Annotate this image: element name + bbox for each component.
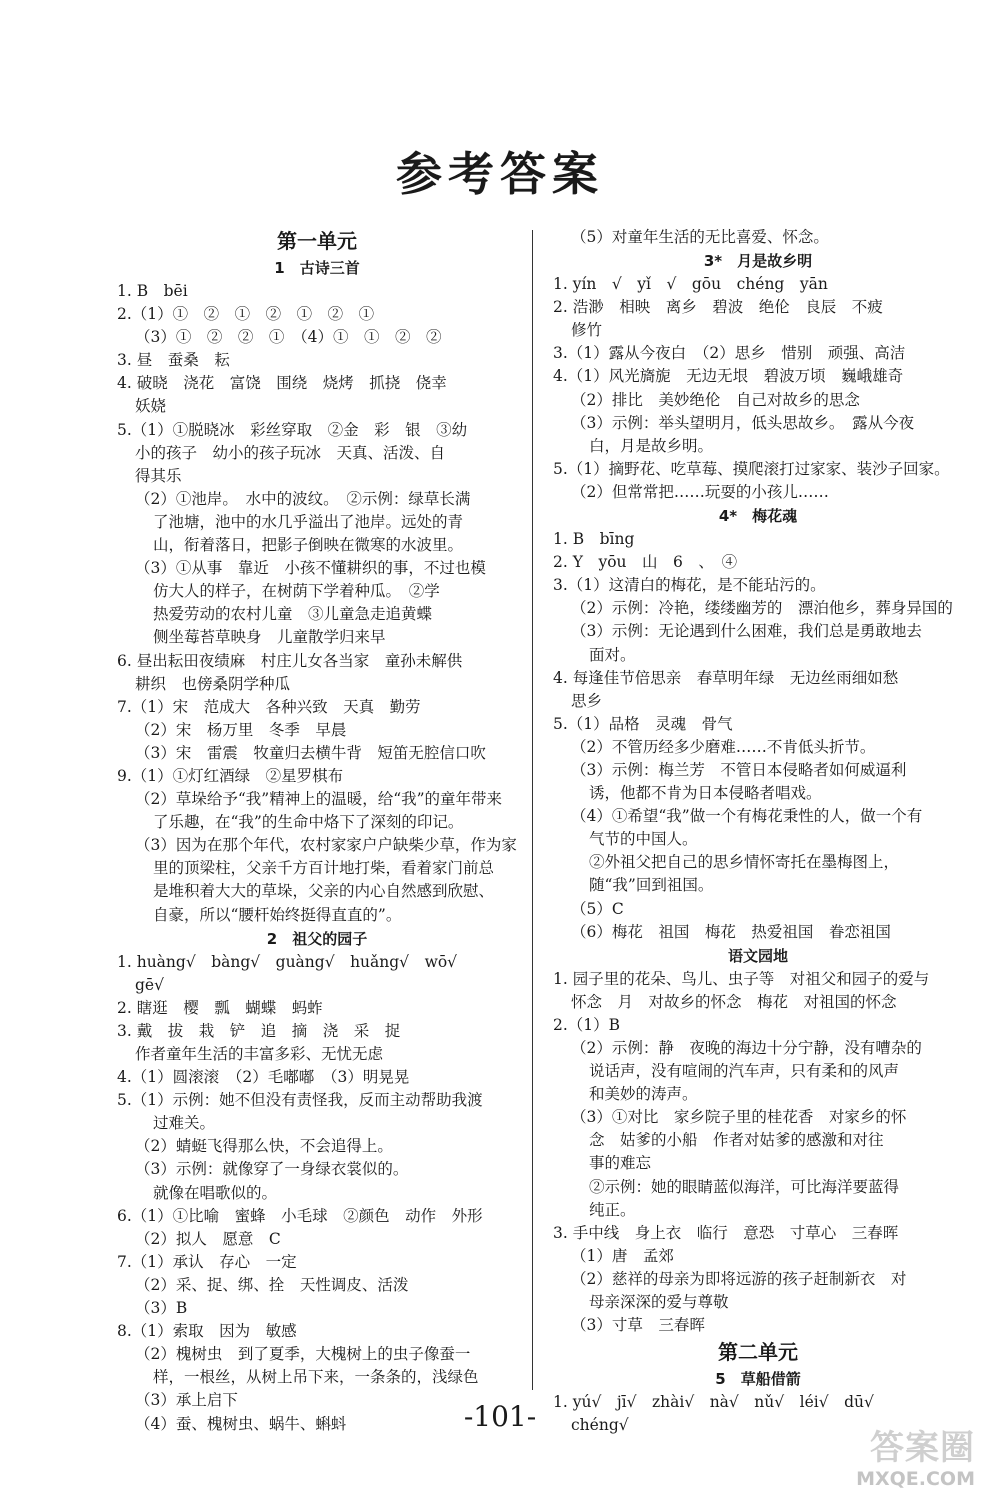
answer-line: 6.（1）①比喻 蜜蜂 小毛球 ②颜色 动作 外形	[117, 1206, 483, 1225]
answer-line: 4. 破晓 浇花 富饶 围绕 烧烤 抓挠 侥幸	[117, 374, 447, 393]
answer-continuation: 热爱劳动的农村儿童 ③儿童急走追黄蝶	[153, 605, 433, 624]
answer-subline: （3）示例：无论遇到什么困难，我们总是勇敢地去	[571, 622, 922, 641]
answer-line: 1. B bēi	[117, 282, 188, 300]
answer-continuation: 了乐趣，在“我”的生命中烙下了深刻的印记。	[153, 813, 464, 832]
answer-subline: （3）①从事 靠近 小孩不懂耕织的事，不过也模	[135, 559, 486, 578]
answer-subline: （3）因为在那个年代，农村家家户户缺柴少草，作为家	[135, 836, 517, 855]
watermark	[835, 1420, 975, 1490]
answer-subline: （6）梅花 祖国 梅花 热爱祖国 眷恋祖国	[571, 922, 891, 941]
answer-subline: （3）示例：举头望明月，低头思故乡。 露从今夜	[571, 413, 915, 432]
answer-subline: （2）拟人 愿意 C	[135, 1229, 281, 1248]
answer-subline: 小的孩子 幼小的孩子玩冰 天真、活泼、自	[135, 443, 446, 462]
answer-subline: （2）宋 杨万里 冬季 早晨	[135, 720, 347, 739]
answer-continuation: 念 姑爹的小船 作者对姑爹的感激和对往	[589, 1131, 884, 1150]
answer-line: 2. 瞎逛 樱 瓢 蝴蝶 蚂蚱	[117, 998, 323, 1017]
right-column	[553, 226, 963, 1437]
answer-continuation: ②示例：她的眼睛蓝似海洋，可比海洋要蓝得	[589, 1177, 900, 1196]
answer-subline: （2）采、捉、绑、拴 天性调皮、活泼	[135, 1275, 409, 1294]
answer-line: 7.（1）宋 范成大 各种兴致 天真 勤劳	[117, 697, 421, 716]
answer-subline: 妖娆	[135, 397, 167, 416]
answer-line: 7.（1）承认 存心 一定	[117, 1252, 297, 1271]
answer-continuation: 诱，他都不肯为日本侵略者唱戏。	[589, 784, 822, 803]
answer-subline: （3）示例：就像穿了一身绿衣裳似的。	[135, 1160, 409, 1179]
answer-line: 1. yú√ jī√ zhài√ nà√ nǔ√ léi√ dū√	[553, 1393, 874, 1412]
answer-subline: （2）慈祥的母亲为即将远游的孩子赶制新衣 对	[571, 1269, 907, 1288]
answer-continuation: 纯正。	[589, 1200, 636, 1219]
answer-continuation: 山，衔着落日，把影子倒映在微寒的水波里。	[153, 536, 464, 555]
answer-subline: （4）蚕、槐树虫、蜗牛、蝌蚪	[135, 1414, 347, 1433]
answer-continuation: 是堆积着大大的草垛，父亲的内心自然感到欣慰、	[153, 882, 495, 901]
lesson-heading: 1 古诗三首	[274, 259, 360, 277]
answer-subline: （2）示例：静 夜晚的海边十分宁静，没有嘈杂的	[571, 1039, 922, 1057]
answer-subline: （3）承上启下	[135, 1391, 238, 1410]
answer-line: 4.（1）风光旖旎 无边无垠 碧波万顷 巍峨雄奇	[553, 367, 904, 386]
answer-line: 1. 园子里的花朵、鸟儿、虫子等 对祖父和园子的爱与	[553, 969, 930, 988]
lesson-heading: 4* 梅花魂	[718, 507, 798, 526]
answer-subline: （5）C	[571, 899, 624, 918]
answer-subline: gē√	[135, 975, 164, 994]
answer-line: 5.（1）示例：她不但没有责怪我，反而主动帮助我渡	[117, 1091, 483, 1110]
left-column	[117, 226, 517, 1436]
answer-subline: （2）不管历经多少磨难……不肯低头折节。	[571, 737, 876, 756]
answer-continuation: 样，一根丝，从树上吊下来，一条条的，浅绿色	[153, 1368, 479, 1387]
answer-continuation: 说话声，没有喧闹的汽车声，只有柔和的风声	[589, 1062, 900, 1081]
lesson-heading: 3* 月是故乡明	[703, 252, 813, 271]
lesson-heading: 语文园地	[727, 946, 788, 965]
answer-line: 1. B bīng	[553, 530, 635, 549]
answer-subline: （2）排比 美妙绝伦 自己对故乡的思念	[571, 390, 860, 409]
answer-subline: 作者童年生活的丰富多彩、无忧无虑	[135, 1045, 384, 1063]
answer-subline: （2）蜻蜓飞得那么快，不会追得上。	[135, 1137, 393, 1156]
answer-subline: （3）①对比 家乡院子里的桂花香 对家乡的怀	[571, 1108, 907, 1127]
answer-line: 1. huàng√ bàng√ guàng√ huǎng√ wō√	[117, 952, 458, 971]
answer-continuation: 气节的中国人。	[589, 830, 698, 849]
answer-line: 2.（1）① ② ① ② ① ② ①	[117, 305, 375, 324]
answer-line: 2. Y yōu 山 6 、 ④	[553, 553, 738, 572]
answer-continuation: 母亲深深的爱与尊敬	[589, 1293, 729, 1312]
answer-line: 5.（1）品格 灵魂 骨气	[553, 714, 733, 733]
answer-continuation: 侧坐莓苔草映身 儿童散学归来早	[153, 628, 386, 647]
page-title: 参考答案	[396, 147, 604, 201]
answer-line: 4.（1）圆滚滚 （2）毛嘟嘟 （3）明晃晃	[117, 1068, 410, 1087]
answer-subline: （5）对童年生活的无比喜爱、怀念。	[571, 228, 829, 246]
answer-continuation: 过难关。	[153, 1114, 216, 1133]
answer-continuation: 就像在唱歌似的。	[153, 1183, 278, 1202]
answer-continuation: 事的难忘	[589, 1154, 652, 1173]
answer-subline: （3）示例：梅兰芳 不管日本侵略者如何威逼利	[571, 760, 907, 779]
answer-line: 2. 浩渺 相映 离乡 碧波 绝伦 良辰 不疲	[553, 298, 883, 317]
answer-line: 5.（1）①脱晓冰 彩丝穿取 ②金 彩 银 ③幼	[117, 420, 468, 439]
answer-subline: chéng√	[571, 1416, 629, 1435]
answer-line: 2.（1）B	[553, 1015, 621, 1034]
answer-continuation: 自豪，所以“腰杆始终挺得直直的”。	[153, 905, 402, 924]
answer-line: 3.（1）这清白的梅花，是不能玷污的。	[553, 576, 826, 595]
answer-subline: 修竹	[571, 321, 603, 340]
answer-continuation: 仿大人的样子，在树荫下学着种瓜。 ②学	[153, 582, 440, 601]
answer-subline: （3）① ② ② ① （4）① ① ② ②	[135, 328, 442, 347]
answer-continuation: 里的顶梁柱，父亲千方百计地打柴，看着家门前总	[153, 859, 495, 878]
answer-continuation: 随“我”回到祖国。	[589, 876, 714, 895]
answer-subline: （2）但常常把……玩耍的小孩儿……	[571, 482, 829, 501]
answer-line: 3. 手中线 身上衣 临行 意恐 寸草心 三春晖	[553, 1223, 899, 1242]
answer-line: 8.（1）索取 因为 敏感	[117, 1322, 297, 1341]
answer-line: 3.（1）露从今夜白 （2）思乡 惜别 顽强、高洁	[553, 344, 906, 363]
answer-subline: 怀念 月 对故乡的怀念 梅花 对祖国的怀念	[571, 992, 897, 1011]
answer-continuation: 了池塘，池中的水几乎溢出了池岸。远处的青	[153, 512, 464, 531]
answer-subline: （2）草垛给予“我”精神上的温暖，给“我”的童年带来	[135, 790, 503, 809]
page-number: -101-	[463, 1400, 537, 1433]
answer-line: 6. 昼出耘田夜绩麻 村庄儿女各当家 童孙未解供	[117, 651, 463, 670]
unit-heading: 第二单元	[718, 1340, 798, 1365]
answer-line: 9.（1）①灯红酒绿 ②星罗棋布	[117, 766, 344, 785]
answer-subline: 耕织 也傍桑阴学种瓜	[135, 674, 291, 693]
answer-subline: （3）寸草 三春晖	[571, 1316, 705, 1335]
answer-subline: （2）①池岸。 水中的波纹。 ②示例：绿草长满	[135, 489, 471, 508]
answer-continuation: 白，月是故乡明。	[589, 436, 714, 455]
column-divider	[532, 230, 533, 1390]
answer-subline: 思乡	[571, 691, 603, 710]
watermark-mark: 答案圈	[870, 1428, 975, 1468]
answer-subline: （2）槐树虫 到了夏季，大槐树上的虫子像蚕一	[135, 1345, 471, 1364]
answer-subline: 得其乐	[135, 466, 182, 485]
answer-line: 3. 昼 蚕桑 耘	[117, 351, 230, 370]
answer-subline: （3）B	[135, 1299, 188, 1318]
answer-continuation: 面对。	[589, 645, 636, 664]
answer-subline: （4）①希望“我”做一个有梅花秉性的人，做一个有	[571, 807, 923, 826]
answer-line: 4. 每逢佳节倍思亲 春草明年绿 无边丝雨细如愁	[553, 668, 899, 687]
lesson-heading: 2 祖父的园子	[266, 929, 368, 948]
answer-subline: （2）示例：冷艳，缕缕幽芳的 漂泊他乡，葬身异国的	[571, 599, 953, 618]
unit-heading: 第一单元	[277, 229, 357, 253]
answer-continuation: ②外祖父把自己的思乡情怀寄托在墨梅图上，	[589, 853, 900, 872]
watermark-url: MXQE.COM	[856, 1468, 975, 1490]
answer-subline: （1）唐 孟郊	[571, 1246, 674, 1265]
answer-line: 5.（1）摘野花、吃草莓、摸爬滚打过家家、装沙子回家。	[553, 459, 950, 478]
answer-subline: （3）宋 雷震 牧童归去横牛背 短笛无腔信口吹	[135, 743, 486, 762]
answer-continuation: 和美妙的涛声。	[589, 1085, 698, 1104]
lesson-heading: 5 草船借箭	[715, 1370, 801, 1389]
answer-line: 3. 戴 拔 栽 铲 追 摘 浇 采 捉	[117, 1021, 401, 1040]
answer-line: 1. yín √ yǐ √ gōu chéng yān	[553, 275, 828, 294]
